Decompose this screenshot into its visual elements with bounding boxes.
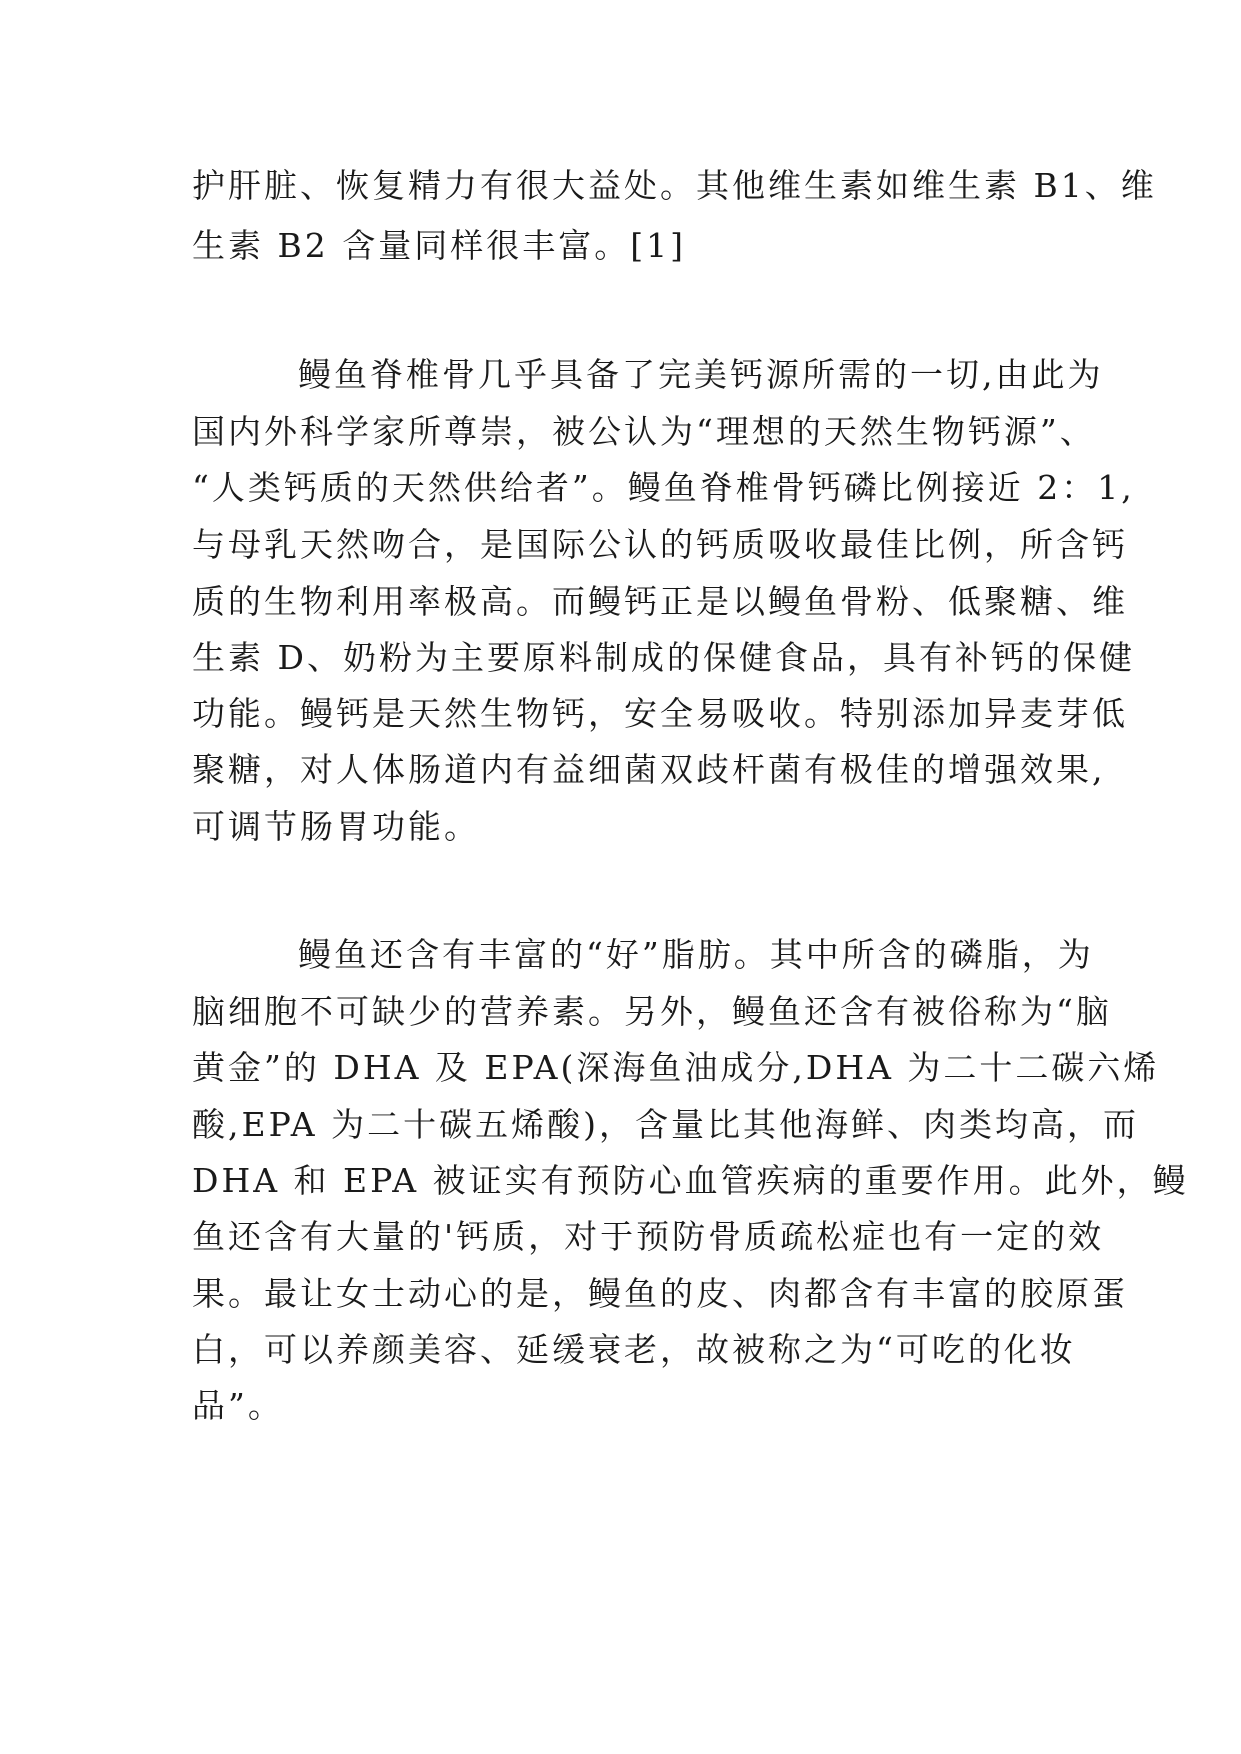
- paragraph-3-line-4: 酸,EPA 为二十碳五烯酸)，含量比其他海鲜、肉类均高，而: [192, 1105, 1139, 1144]
- paragraph-3-line-8: 白，可以养颜美容、延缓衰老，故被称之为“可吃的化妆: [192, 1330, 1076, 1369]
- paragraph-2-line-5: 质的生物利用率极高。而鳗钙正是以鳗鱼骨粉、低聚糖、维: [192, 582, 1128, 621]
- paragraph-2-line-8: 聚糖，对人体肠道内有益细菌双歧杆菌有极佳的增强效果,: [192, 750, 1106, 789]
- paragraph-2-line-9: 可调节肠胃功能。: [192, 807, 480, 846]
- paragraph-3-line-1: 鳗鱼还含有丰富的“好”脂肪。其中所含的磷脂，为: [298, 935, 1094, 974]
- paragraph-2-line-2: 国内外科学家所尊崇，被公认为“理想的天然生物钙源”、: [192, 412, 1096, 451]
- paragraph-3-line-2: 脑细胞不可缺少的营养素。另外，鳗鱼还含有被俗称为“脑: [192, 992, 1112, 1031]
- paragraph-1-line-2: 生素 B2 含量同样很丰富。[1]: [192, 226, 686, 265]
- paragraph-1-line-1: 护肝脏、恢复精力有很大益处。其他维生素如维生素 B1、维: [192, 166, 1157, 205]
- paragraph-2-line-1: 鳗鱼脊椎骨几乎具备了完美钙源所需的一切,由此为: [298, 355, 1104, 394]
- paragraph-2-line-7: 功能。鳗钙是天然生物钙，安全易吸收。特别添加异麦芽低: [192, 694, 1128, 733]
- paragraph-2-line-3: “人类钙质的天然供给者”。鳗鱼脊椎骨钙磷比例接近 2：1,: [192, 468, 1135, 507]
- paragraph-3-line-9: 品”。: [192, 1386, 284, 1425]
- paragraph-3-line-3: 黄金”的 DHA 及 EPA(深海鱼油成分,DHA 为二十二碳六烯: [192, 1048, 1160, 1087]
- paragraph-2-line-4: 与母乳天然吻合，是国际公认的钙质吸收最佳比例，所含钙: [192, 525, 1128, 564]
- paragraph-2-line-6: 生素 D、奶粉为主要原料制成的保健食品，具有补钙的保健: [192, 638, 1135, 677]
- paragraph-3-line-6: 鱼还含有大量的'钙质，对于预防骨质疏松症也有一定的效: [192, 1217, 1105, 1256]
- paragraph-3-line-5: DHA 和 EPA 被证实有预防心血管疾病的重要作用。此外，鳗: [192, 1161, 1189, 1200]
- paragraph-3-line-7: 果。最让女士动心的是，鳗鱼的皮、肉都含有丰富的胶原蛋: [192, 1274, 1128, 1313]
